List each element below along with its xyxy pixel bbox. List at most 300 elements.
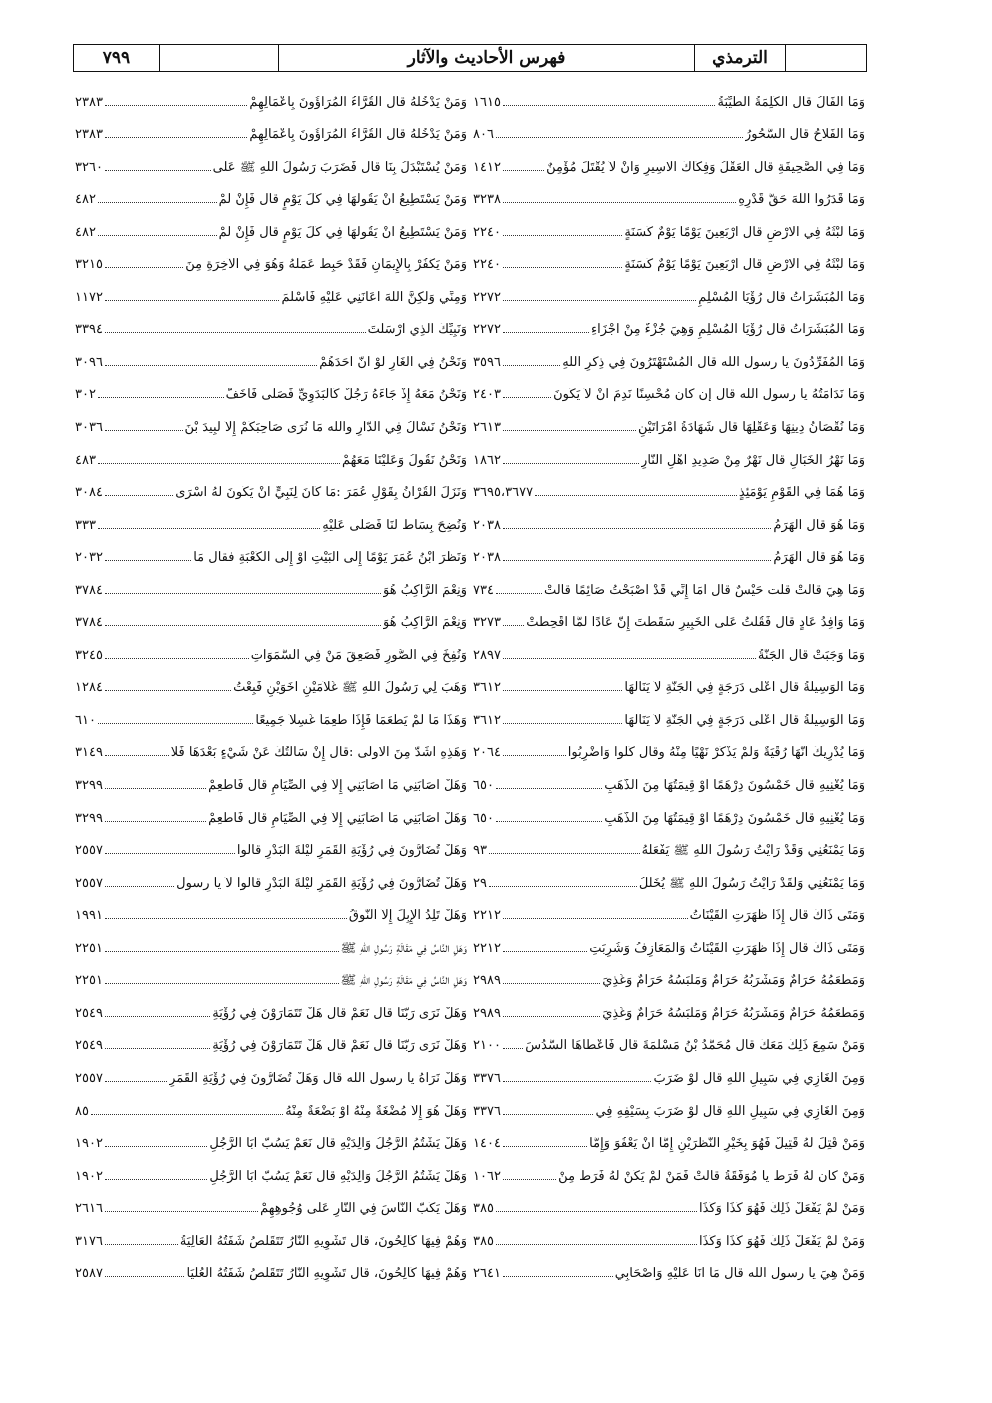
entry-number: ٢٩ (473, 875, 487, 891)
index-entry (473, 1187, 865, 1220)
entry-text: وَمَا الْمُفَرِّدُونَ يا رسول الله قال الْمُسْتَهْتَرُونَ فِي ذِكْرِ اللهِ (562, 355, 865, 370)
entry-text: وَنُضِحَ بِسَاطٌ لَنَا فَصَلَّى عَلَيْهِ (322, 518, 467, 533)
entry-number: ٣٧٨٤ (75, 582, 103, 598)
index-entry (75, 80, 467, 113)
entry-text: وَنَحْنُ نَسْأَلُ فِي الدَّارِ والله مَا نُرَى صَاحِبَكُمْ إِلاَّ لَبِيدَ بْنَ (184, 421, 467, 436)
entry-text: وَنَبِيِّكَ الَّذِي أَرْسَلْتَ (367, 323, 467, 338)
index-entry (75, 731, 467, 764)
index-entry (473, 471, 865, 504)
entry-number: ٨٥ (75, 1103, 89, 1119)
entry-number: ٣٣٣ (75, 517, 96, 533)
entry-text: وَنُفِخَ فِي الصُّورِ فَصَعِقَ مَنْ فِي السَّمَوَاتِ (250, 648, 467, 663)
entry-text: وَمَنْ يَدْخُلُهُ قال الْقُرَّاءُ الْمُرَاؤُونَ بِأَعْمَالِهِمْ (249, 95, 467, 110)
dot-leader (105, 495, 173, 496)
index-entry (473, 1024, 865, 1057)
index-entry (75, 1056, 467, 1089)
entry-number: ٩٣ (473, 843, 487, 859)
entry-number: ٢٥٤٩ (75, 1005, 103, 1021)
entry-text: وَنَظَرَ ابْنُ عُمَرَ يَوْمًا إِلَى الْبَيْتِ أَوْ إِلَى الْكَعْبَةِ فقال مَا (193, 551, 467, 566)
entry-text: وَمَا وَافِدُ عَادٍ قال فَقُلْتُ عَلَى الْخَبِيرِ سَقَطْتَ إِنَّ عَادًا لَمَّا أُقْحِطَتْ (526, 616, 865, 631)
index-entry (75, 568, 467, 601)
dot-leader (503, 1114, 594, 1115)
entry-text: وَمَا هُمَا فِي الْقَوْمِ يَوْمَئِذٍ (738, 486, 865, 501)
book-name: الترمذي (694, 45, 785, 71)
index-entry (75, 405, 467, 438)
dot-leader (503, 267, 622, 268)
entry-number: ٢٤٠٣ (473, 387, 501, 403)
entry-number: ٣٦٩٥،٣٦٧٧ (473, 485, 534, 501)
dot-leader (98, 235, 217, 236)
entry-number: ٣٣٩٤ (75, 322, 103, 338)
entry-text: وَنَحْنُ فِي الْغَارِ لَوْ أَنَّ أَحَدَهُمْ (319, 355, 467, 370)
entry-number: ٢٠٣٨ (473, 550, 501, 566)
dot-leader (105, 951, 339, 952)
dot-leader (503, 170, 544, 171)
dot-leader (496, 593, 542, 594)
index-entry (473, 894, 865, 927)
entry-text: وَمَا قَدَرُوا اللهَ حَقَّ قَدْرِهِ (738, 193, 865, 208)
entry-text: وَهَلِ النَّاسُ فِي مَقَالَةِ رَسُولِ اللهِ ﷺ (340, 974, 467, 989)
entry-number: ٣٦١٢ (473, 712, 501, 728)
dot-leader (489, 853, 640, 854)
entry-text: وَمِنِّي وَلَكِنَّ اللهَ أَعَانَنِي عَلَيْهِ فَأَسْلَمَ (281, 290, 467, 305)
entry-text: وَنَحْنُ مَعَهُ إِذْ جَاءَهُ رَجُلٌ كَالْبَدَوِيِّ فَصَلَّى فَأَخَفَّ (225, 388, 467, 403)
index-entry (473, 926, 865, 959)
entry-number: ٢٦٤١ (473, 1266, 501, 1282)
entry-number: ٢٩٨٩ (473, 1005, 501, 1021)
entry-number: ١٦١٥ (473, 94, 501, 110)
entry-number: ٦١٠ (75, 712, 96, 728)
entry-text: وَهَلْ أَصَابَنِي مَا أَصَابَنِي إِلاَّ فِي الصِّيَامِ قال فَأَطْعِمْ (208, 779, 467, 794)
index-entry (473, 666, 865, 699)
index-entry (473, 145, 865, 178)
entry-number: ١٩٩١ (75, 908, 103, 924)
dot-leader (105, 1048, 210, 1049)
index-entry (473, 861, 865, 894)
index-entry (75, 536, 467, 569)
dot-leader (496, 137, 743, 138)
index-entry (473, 959, 865, 992)
index-entry (473, 1154, 865, 1187)
entry-text: وَهَلْ أَصَابَنِي مَا أَصَابَنِي إِلاَّ فِي الصِّيَامِ قال فَأَطْعِمْ (208, 811, 467, 826)
index-entry (75, 1187, 467, 1220)
index-entry (473, 633, 865, 666)
entry-number: ٢٨٩٧ (473, 647, 501, 663)
index-entry (75, 1122, 467, 1155)
dot-leader (98, 528, 320, 529)
index-entry (75, 210, 467, 243)
entry-number: ٢٠٣٨ (473, 517, 501, 533)
entry-text: وَمَا نُقْصَانُ دِينِهَا وَعَقْلِهَا قال شَهَادَةُ امْرَأَتَيْنِ (638, 421, 865, 436)
entry-number: ٢٥٥٧ (75, 843, 103, 859)
index-entry (473, 113, 865, 146)
dot-leader (496, 1211, 697, 1212)
entry-text: وَهَلْ نَرَاهُ يا رسول الله قال وَهَلْ تُضَارُّونَ فِي رُؤْيَةِ الْقَمَرِ (169, 1071, 467, 1086)
index-entry (75, 861, 467, 894)
entry-number: ٣٢٤٥ (75, 647, 103, 663)
index-entry (473, 698, 865, 731)
index-entry (75, 503, 467, 536)
entry-text: وَمَنْ هِيَ يا رسول الله قال مَا أَنَا عَلَيْهِ وَأَصْحَابِي (614, 1267, 865, 1282)
dot-leader (503, 1081, 652, 1082)
entry-number: ٣١٧٦ (75, 1233, 103, 1249)
entry-number: ١٩٠٢ (75, 1136, 103, 1152)
dot-leader (503, 658, 756, 659)
header-blank-cell (785, 45, 866, 71)
dot-leader (503, 202, 736, 203)
index-entry (473, 796, 865, 829)
dot-leader (105, 1016, 210, 1017)
entry-text: وَهَلْ نَرَى رَبَّنَا قال نَعَمْ قال هَلْ تَتَمَارَوْنَ فِي رُؤْيَةِ (212, 1006, 467, 1021)
dot-leader (105, 560, 191, 561)
entry-text: وَمَنْ يَكْفُرْ بِالإِيمَانِ فَقَدْ حَبِطَ عَمَلُهُ وَهُوَ فِي الآخِرَةِ مِنَ (185, 258, 467, 273)
entry-text: وَمَا هُوَ قال الْهَرَمُ (773, 518, 865, 533)
entry-number: ٢٥٤٩ (75, 1038, 103, 1054)
entry-text: وَمَنْ سَمِعَ ذَلِكَ مَعَكَ قال مُحَمَّدُ بْنُ مَسْلَمَةَ قال فَأَعْطَاهَا السُّدُسَ (525, 1039, 865, 1054)
entry-text: وَمَتَى ذَاكَ قال إِذَا ظَهَرَتِ الْقَيْنَاتُ وَالْمَعَازِفُ وَشُرِبَتِ (589, 941, 865, 956)
dot-leader (98, 202, 217, 203)
index-entry (75, 926, 467, 959)
entry-number: ٣٠٢ (75, 387, 96, 403)
page-header (73, 44, 867, 72)
entry-text: وَمَنْ يَدْخُلُهُ قال الْقُرَّاءُ الْمُرَاؤُونَ بِأَعْمَالِهِمْ (249, 128, 467, 143)
entry-text: وَمَنْ لَمْ يَفْعَلْ ذَلِكَ فَهُوَ كَذَا وَكَذَا (698, 1234, 865, 1249)
entry-text: وَهَلْ يَشْتُمُ الرَّجُلُ وَالِدَيْهِ قال نَعَمْ يَسُبُّ أَبَا الرَّجُلِ (209, 1137, 467, 1152)
index-entry (75, 1252, 467, 1285)
index-entry (473, 1056, 865, 1089)
dot-leader (105, 983, 339, 984)
entry-text: وَمِنَ الْغَازِي فِي سَبِيلِ اللهِ قال لَوْ ضَرَبَ بِسَيْفِهِ فِي (595, 1104, 865, 1119)
entry-number: ٦٥٠ (473, 810, 494, 826)
page-title: فهرس الأحاديث والآثار (278, 45, 694, 71)
entry-number: ٣٢٦٠ (75, 159, 103, 175)
index-entry (75, 1089, 467, 1122)
entry-number: ٤٨٢ (75, 224, 96, 240)
entry-text: وَهَلِ النَّاسُ فِي مَقَالَةِ رَسُولِ اللهِ ﷺ (340, 941, 467, 956)
index-entry (473, 991, 865, 1024)
dot-leader (503, 463, 639, 464)
index-entry (473, 210, 865, 243)
entry-number: ٣٢٩٩ (75, 810, 103, 826)
dot-leader (503, 430, 636, 431)
entry-number: ٣٢٩٩ (75, 778, 103, 794)
dot-leader (91, 1114, 283, 1115)
entry-text: وَمَا الْوَسِيلَةُ قال أَعْلَى دَرَجَةٍ فِي الْجَنَّةِ لاَ يَنَالُهَا (624, 681, 865, 696)
header-blank-cell (159, 45, 278, 71)
dot-leader (503, 332, 589, 333)
index-entry (75, 894, 467, 927)
entry-number: ٢٢٥١ (75, 940, 103, 956)
entry-text: وَمَا يُغْنِيهِ قال خَمْسُونَ دِرْهَمًا أَوْ قِيمَتُهَا مِنَ الذَّهَبِ (604, 779, 865, 794)
entry-number: ١٠٦٢ (473, 1168, 501, 1184)
page-number: ٧٩٩ (102, 48, 131, 68)
entry-number: ١١٧٢ (75, 289, 103, 305)
entry-text: وَهَبَ لِي رَسُولُ اللهِ ﷺ غُلاَمَيْنِ أَخَوَيْنِ فَبِعْتُ (233, 681, 467, 696)
entry-text: وَمَا الْمُبَشِّرَاتُ قال رُؤْيَا الْمُسْلِمِ وَهِيَ جُزْءٌ مِنْ أَجْزَاءِ (591, 323, 865, 338)
index-entry (473, 763, 865, 796)
entry-number: ٦٥٠ (473, 778, 494, 794)
index-entry (75, 633, 467, 666)
index-entry (473, 1122, 865, 1155)
entry-number: ٣١٤٩ (75, 745, 103, 761)
entry-text: وَمَنْ قُتِلَ لَهُ قَتِيلٌ فَهُوَ بِخَيْرِ النَّظَرَيْنِ إِمَّا أَنْ يَعْفُوَ وَإِمَّا (589, 1137, 865, 1152)
dot-leader (503, 235, 622, 236)
entry-number: ٣٣٧٦ (473, 1070, 501, 1086)
entry-number: ٢٣٨٣ (75, 127, 103, 143)
entry-text: وَمَطْعَمُهُ حَرَامٌ وَمَشْرَبُهُ حَرَامٌ وَمَلْبَسُهُ حَرَامٌ وَغُذِيَ (602, 974, 865, 989)
entry-number: ٢٠٣٢ (75, 550, 103, 566)
dot-leader (496, 821, 602, 822)
entry-text: وَهَلْ تُضَارُّونَ فِي رُؤْيَةِ الْقَمَرِ لَيْلَةَ الْبَدْرِ قالوا (236, 844, 467, 859)
entry-number: ٢٦١٦ (75, 1201, 103, 1217)
entry-text: وَهَذَا مَا لَمْ يَطْعَمَا فَإِذَا طَعِمَا غُسِلاَ جَمِيعًا (255, 713, 467, 728)
index-entry (75, 471, 467, 504)
entry-text: وَمَنْ يُسْتَبْدَلُ بِنَا قال فَضَرَبَ رَسُولُ اللهِ ﷺ عَلَى (212, 160, 467, 175)
dot-leader (105, 853, 235, 854)
index-entry (473, 503, 865, 536)
entry-text: وَهُمْ فِيهَا كَالِحُونَ، قال تَشْوِيهِ النَّارُ تَتَقَلَّصُ شَفَتُهُ الْعَالِيَةُ (179, 1234, 467, 1249)
index-entry (473, 1089, 865, 1122)
entry-number: ٢٢١٢ (473, 908, 501, 924)
entry-text: وَمَنْ يَسْتَطِيعُ أَنْ يَقُولَهَا فِي كُلِّ يَوْمٍ قال فَإِنْ لَمْ (218, 225, 467, 240)
entry-text: وَهَلْ يَشْتُمُ الرَّجُلُ وَالِدَيْهِ قال نَعَمْ يَسُبُّ أَبَا الرَّجُلِ (209, 1169, 467, 1184)
dot-leader (503, 1016, 600, 1017)
entry-number: ٢٥٥٧ (75, 1070, 103, 1086)
entry-text: وَمَنْ كان لَهُ فَرَطٌ يا مُوَفَّقَةُ قالتْ فَمَنْ لَمْ يَكُنْ لَهُ فَرَطٌ مِنْ (558, 1169, 865, 1184)
dot-leader (105, 1146, 207, 1147)
entry-text: وَهَذِهِ أَشَدُّ مِنَ الأُولَى :قال إِنْ سَأَلْتُكَ عَنْ شَيْءٍ بَعْدَهَا فَلاَ (170, 746, 467, 761)
dot-leader (105, 918, 347, 919)
entry-number: ٣٧٨٤ (75, 615, 103, 631)
entry-text: وَمَا لَبْثُهُ فِي الأَرْضِ قال أَرْبَعِينَ يَوْمًا يَوْمٌ كَسَنَةٍ (624, 225, 865, 240)
entry-number: ٢٠٦٤ (473, 745, 501, 761)
dot-leader (105, 170, 211, 171)
dot-leader (503, 1276, 613, 1277)
dot-leader (105, 105, 247, 106)
entry-number: ٢٢٧٢ (473, 289, 501, 305)
entry-number: ٢٣٨٣ (75, 94, 103, 110)
entry-text: وَمَا يَمْنَعُنِي وَلَقَدْ رَأَيْتُ رَسُولَ اللهِ ﷺ يُخَلِّلُ (638, 876, 865, 891)
entry-text: وَمَنْ لَمْ يَفْعَلْ ذَلِكَ فَهُوَ كَذَا وَكَذَا (698, 1202, 865, 1217)
entry-text: وَمَا فِي الصَّحِيفَةِ قال الْعَقْلُ وَفِكَاكُ الأَسِيرِ وَأَنْ لاَ يُقْتَلَ مُؤْمِنٌ (546, 160, 865, 175)
dot-leader (105, 300, 280, 301)
dot-leader (105, 788, 206, 789)
dot-leader (503, 365, 560, 366)
index-entry (473, 243, 865, 276)
dot-leader (105, 1179, 207, 1180)
entry-text: وَنِعْمَ الرَّاكِبُ هُوَ (383, 616, 467, 631)
dot-leader (503, 1048, 523, 1049)
entry-text: وَمَا يُغْنِيهِ قال خَمْسُونَ دِرْهَمًا أَوْ قِيمَتُهَا مِنَ الذَّهَبِ (604, 811, 865, 826)
dot-leader (503, 723, 622, 724)
entry-text: وَمَا نَدَامَتُهُ يا رسول الله قال إن كان مُحْسِنًا نَدِمَ أَنْ لاَ يَكُونَ (553, 388, 865, 403)
dot-leader (98, 723, 253, 724)
entry-number: ٤٨٢ (75, 192, 96, 208)
dot-leader (105, 886, 174, 887)
entry-number: ٣٠٨٤ (75, 485, 103, 501)
dot-leader (105, 267, 183, 268)
index-entry (473, 829, 865, 862)
entry-number: ٢٥٨٧ (75, 1266, 103, 1282)
dot-leader (105, 430, 183, 431)
dot-leader (105, 593, 381, 594)
dot-leader (503, 1146, 587, 1147)
dot-leader (503, 300, 696, 301)
entry-number: ٤٨٣ (75, 452, 96, 468)
index-entry (75, 113, 467, 146)
index-entry (473, 438, 865, 471)
index-entry (473, 80, 865, 113)
index-entry (473, 405, 865, 438)
index-entry (75, 991, 467, 1024)
entry-number: ٢٢٤٠ (473, 257, 501, 273)
entry-text: وَمَا يُدْرِيكَ أَنَّهَا رُقْيَةٌ وَلَمْ يَذْكُرْ نَهْيًا مِنْهُ وقال كُلُوا وَاضْرِبُوا (567, 746, 865, 761)
entry-number: ١٢٨٤ (75, 680, 103, 696)
index-entry (75, 796, 467, 829)
dot-leader (503, 755, 566, 756)
index-entry (473, 731, 865, 764)
index-entry (75, 763, 467, 796)
dot-leader (496, 788, 602, 789)
entry-number: ٣٢٣٨ (473, 192, 501, 208)
entry-text: وَمَا وَجَبَتْ قال الْجَنَّةُ (757, 648, 865, 663)
entry-number: ٣٠٩٦ (75, 354, 103, 370)
entry-number: ٣٥٩٦ (473, 354, 501, 370)
dot-leader (503, 397, 551, 398)
dot-leader (105, 365, 317, 366)
index-entry (75, 666, 467, 699)
entry-number: ٨٠٦ (473, 127, 494, 143)
index-column-left (75, 80, 467, 1284)
entry-text: وَمَتَى ذَاكَ قال إِذَا ظَهَرَتِ الْقَيْنَاتُ (689, 909, 865, 924)
entry-text: وَمَا يَمْنَعُنِي وَقَدْ رَأَيْتُ رَسُولَ اللهِ ﷺ يَفْعَلُهُ (641, 844, 865, 859)
dot-leader (105, 755, 169, 756)
dot-leader (105, 625, 381, 626)
index-entry (75, 959, 467, 992)
entry-text: وَنِعْمَ الرَّاكِبُ هُوَ (383, 583, 467, 598)
index-entry (75, 438, 467, 471)
entry-number: ٢٢١٢ (473, 940, 501, 956)
dot-leader (496, 1244, 697, 1245)
entry-text: وَمَا نَهْرُ الْخَبَالِ قال نَهْرٌ مِنْ صَدِيدِ أَهْلِ النَّارِ (641, 453, 865, 468)
entry-number: ٣٦١٢ (473, 680, 501, 696)
entry-text: وَهَلْ يَكُبُّ النَّاسَ فِي النَّارِ عَلَى وُجُوهِهِمْ (260, 1202, 467, 1217)
entry-number: ٣٨٥ (473, 1201, 494, 1217)
index-entry (75, 698, 467, 731)
dot-leader (98, 397, 224, 398)
index-entry (473, 601, 865, 634)
index-entry (75, 145, 467, 178)
entry-text: وَنَزَلَ الْقُرْآنُ بِقَوْلِ عُمَرَ :مَا كَانَ لِنَبِيٍّ أَنْ يَكُونَ لَهُ أَسْرَى (175, 486, 467, 501)
dot-leader (105, 658, 249, 659)
dot-leader (503, 918, 688, 919)
entry-text: وَهَلْ تَلِدُ الإِبِلَ إِلاَّ النُّوقُ (348, 909, 467, 924)
index-entry (75, 340, 467, 373)
index-column-right (473, 80, 865, 1284)
index-entry (75, 178, 467, 211)
index-entry (473, 1219, 865, 1252)
index-entry (75, 308, 467, 341)
entry-number: ٢٩٨٩ (473, 973, 501, 989)
dot-leader (105, 1244, 178, 1245)
dot-leader (503, 625, 524, 626)
entry-text: وَمَا الْمُبَشِّرَاتُ قال رُؤْيَا الْمُسْلِمِ (698, 290, 865, 305)
index-entry (75, 243, 467, 276)
entry-text: وَهَلْ تُضَارُّونَ فِي رُؤْيَةِ الْقَمَرِ لَيْلَةَ الْبَدْرِ قالوا لاَ يا رسول (176, 876, 467, 891)
index-entry (75, 829, 467, 862)
entry-number: ٣٢١٥ (75, 257, 103, 273)
entry-number: ١٩٠٢ (75, 1168, 103, 1184)
index-entry (75, 373, 467, 406)
dot-leader (535, 495, 737, 496)
index-entry (473, 373, 865, 406)
entry-number: ١٨٦٢ (473, 452, 501, 468)
dot-leader (105, 1211, 258, 1212)
dot-leader (98, 463, 340, 464)
entry-text: وَمَا الْوَسِيلَةُ قال أَعْلَى دَرَجَةٍ فِي الْجَنَّةِ لاَ يَنَالُهَا (624, 713, 865, 728)
dot-leader (105, 1276, 185, 1277)
dot-leader (503, 690, 622, 691)
dot-leader (105, 332, 366, 333)
dot-leader (503, 528, 771, 529)
entry-number: ٢٢٥١ (75, 973, 103, 989)
entry-text: وَهُمْ فِيهَا كَالِحُونَ، قال تَشْوِيهِ النَّارُ تَتَقَلَّصُ شَفَتُهُ الْعُلْيَا (186, 1267, 467, 1282)
entry-text: وَمَا الْفَأْلُ قال الْكَلِمَةُ الطَّيِّبَةُ (717, 95, 865, 110)
entry-number: ١٤٠٤ (473, 1136, 501, 1152)
entry-number: ٣٢٧٣ (473, 615, 501, 631)
entry-text: وَهَلْ نَرَى رَبَّنَا قال نَعَمْ قال هَلْ تَتَمَارَوْنَ فِي رُؤْيَةِ (212, 1039, 467, 1054)
entry-number: ٣٣٧٦ (473, 1103, 501, 1119)
index-entry (75, 601, 467, 634)
index-entry (473, 178, 865, 211)
dot-leader (503, 105, 716, 106)
entry-number: ٣٨٥ (473, 1233, 494, 1249)
index-entry (75, 1024, 467, 1057)
entry-number: ٢٥٥٧ (75, 875, 103, 891)
entry-number: ٢٦١٣ (473, 420, 501, 436)
index-entry (473, 340, 865, 373)
index-entry (473, 308, 865, 341)
entry-number: ٢٢٧٢ (473, 322, 501, 338)
entry-number: ٧٣٤ (473, 582, 494, 598)
index-entry (473, 275, 865, 308)
index-entry (473, 568, 865, 601)
entry-number: ٢٢٤٠ (473, 224, 501, 240)
index-entry (75, 1154, 467, 1187)
index-entry (473, 1252, 865, 1285)
entry-number: ٣٠٣٦ (75, 420, 103, 436)
dot-leader (105, 1081, 167, 1082)
dot-leader (105, 137, 247, 138)
dot-leader (503, 1179, 556, 1180)
index-entry (473, 536, 865, 569)
dot-leader (105, 821, 206, 822)
entry-text: وَمَا هِيَ قالتْ قلت حَيْسٌ قال أَمَا إِنِّي قَدْ أَصْبَحْتُ صَائِمًا قالتْ (543, 583, 865, 598)
entry-number: ٢١٠٠ (473, 1038, 501, 1054)
entry-text: وَمِنَ الْغَازِي فِي سَبِيلِ اللهِ قال لَوْ ضَرَبَ (653, 1071, 865, 1086)
dot-leader (503, 951, 587, 952)
dot-leader (489, 886, 637, 887)
dot-leader (503, 560, 771, 561)
index-entry (75, 275, 467, 308)
entry-text: وَنَحْنُ نَقُولُ وَعَلَيْنَا مَعَهُمْ (342, 453, 467, 468)
entry-text: وَمَا لَبْثُهُ فِي الأَرْضِ قال أَرْبَعِينَ يَوْمًا يَوْمٌ كَسَنَةٍ (624, 258, 865, 273)
entry-text: وَمَطْعَمُهُ حَرَامٌ وَمَشْرَبُهُ حَرَامٌ وَمَلْبَسُهُ حَرَامٌ وَغُذِيَ (602, 1006, 865, 1021)
entry-text: وَمَا هُوَ قال الْهَرَمُ (773, 551, 865, 566)
dot-leader (105, 690, 231, 691)
index-entry (75, 1219, 467, 1252)
dot-leader (503, 983, 600, 984)
